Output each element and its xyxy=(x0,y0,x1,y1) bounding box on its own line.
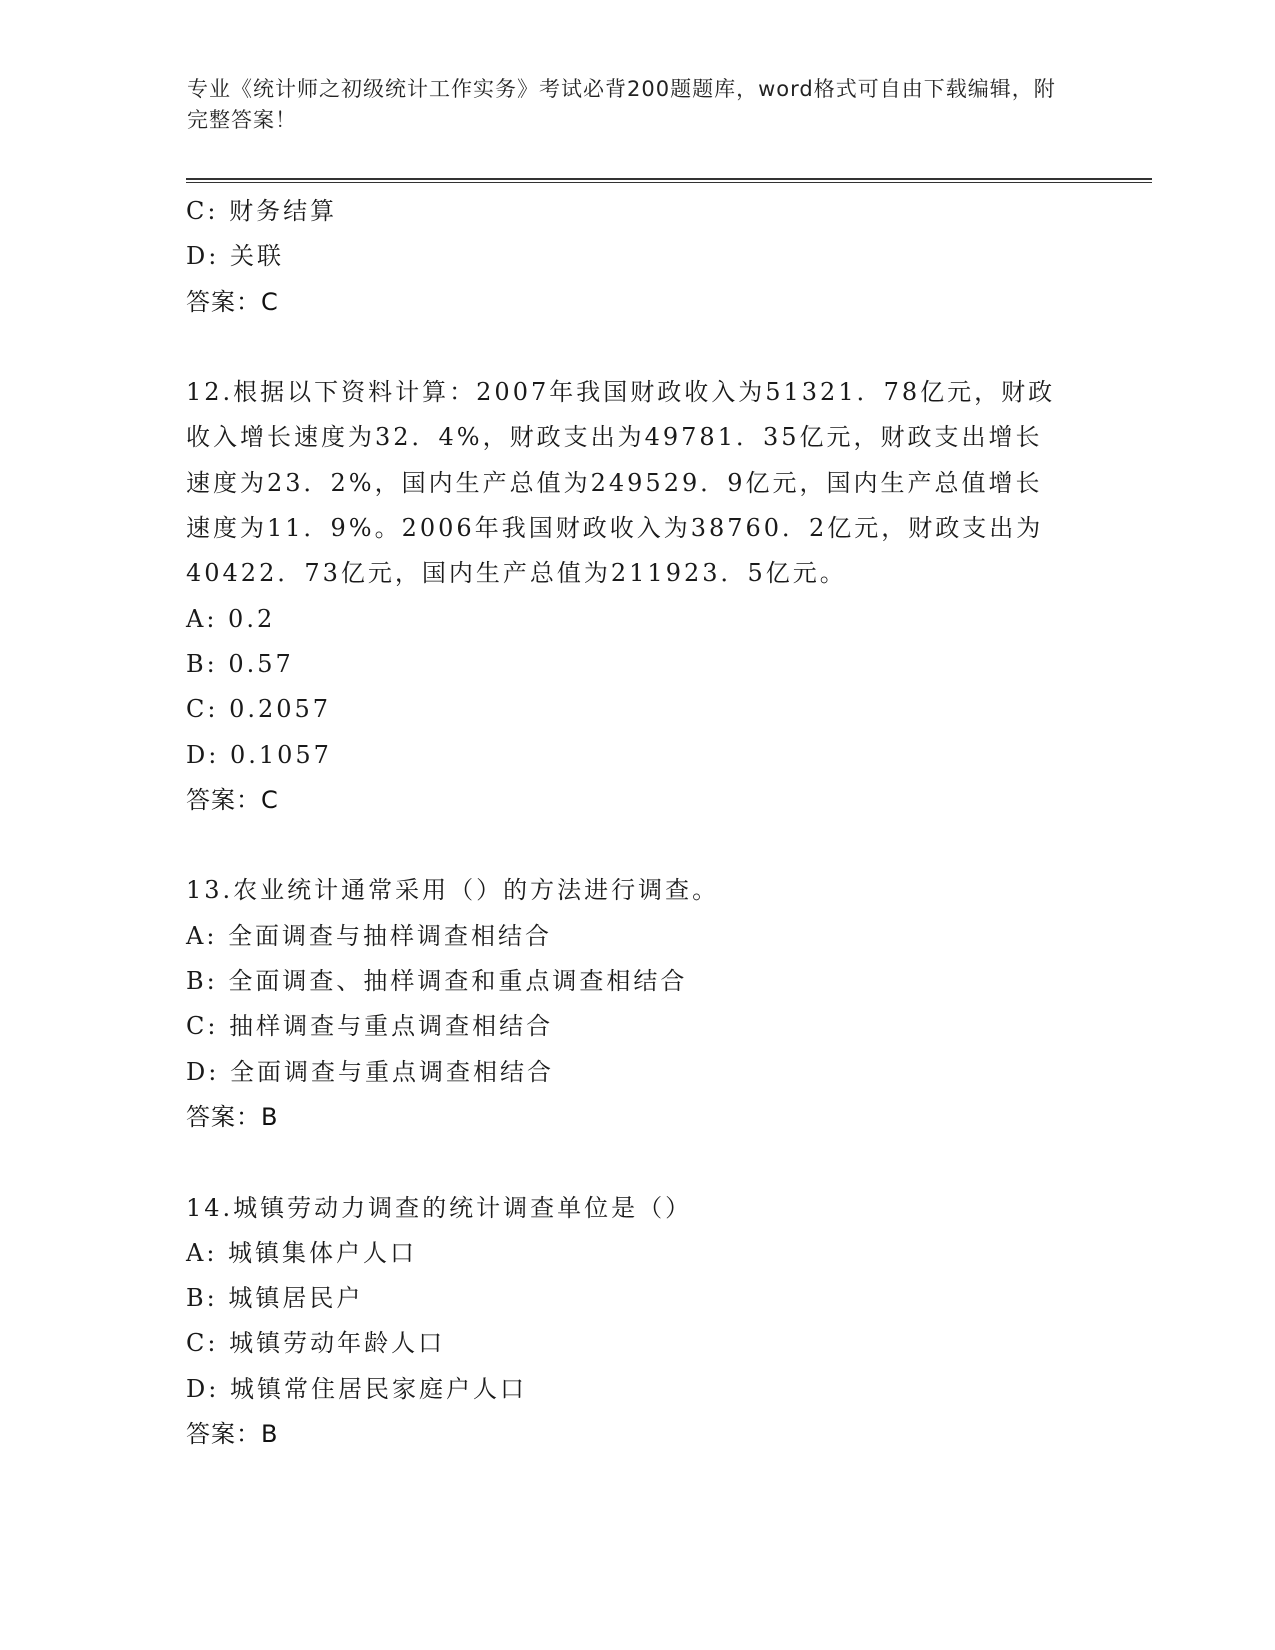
option-d: D: 0.1057 xyxy=(186,740,332,769)
question-14 xyxy=(186,1186,1086,1458)
option-a: A: 0.2 xyxy=(186,604,276,633)
option-a: A: 城镇集体户人口 xyxy=(186,1238,418,1267)
answer-line: 答案：C xyxy=(186,287,279,316)
option-d: D: 全面调查与重点调查相结合 xyxy=(186,1057,554,1086)
question-stem-line: 13.农业统计通常采用（）的方法进行调查。 xyxy=(186,876,720,905)
option-c: C: 0.2057 xyxy=(186,695,332,724)
question-stem-line: 速度为11．9%。2006年我国财政收入为38760．2亿元，财政支出为 xyxy=(186,514,1044,543)
question-stem-line: 收入增长速度为32．4%，财政支出为49781．35亿元，财政支出增长 xyxy=(186,423,1043,452)
option-b: B: 0.57 xyxy=(186,649,294,678)
answer-line: 答案：B xyxy=(186,1102,279,1131)
question-13 xyxy=(186,868,1086,1140)
option-a: A: 全面调查与抽样调查相结合 xyxy=(186,921,553,950)
option-d: D: 城镇常住居民家庭户人口 xyxy=(186,1374,527,1403)
header-rule-thin xyxy=(186,182,1152,183)
option-c: C: 财务结算 xyxy=(186,197,338,225)
prev-question-tail xyxy=(186,189,1086,325)
document-header: 专业《统计师之初级统计工作实务》考试必背200题题库，word格式可自由下载编辑，附完整答案！ xyxy=(187,77,1056,132)
question-stem-line: 14.城镇劳动力调查的统计调查单位是（） xyxy=(186,1193,693,1222)
option-b: B: 全面调查、抽样调查和重点调查相结合 xyxy=(186,967,688,996)
option-c: C: 抽样调查与重点调查相结合 xyxy=(186,1012,554,1041)
header-rule-thick xyxy=(186,178,1152,180)
answer-line: 答案：C xyxy=(186,785,279,814)
question-content xyxy=(186,189,1086,1457)
question-stem-line: 40422．73亿元，国内生产总值为211923．5亿元。 xyxy=(186,559,847,588)
question-12 xyxy=(186,370,1086,823)
question-stem-line: 速度为23．2%，国内生产总值为249529．9亿元，国内生产总值增长 xyxy=(186,468,1043,497)
option-b: B: 城镇居民户 xyxy=(186,1284,364,1313)
answer-line: 答案：B xyxy=(186,1420,279,1449)
option-d: D: 关联 xyxy=(186,242,284,271)
option-c: C: 城镇劳动年龄人口 xyxy=(186,1329,446,1358)
question-stem-line: 12.根据以下资料计算：2007年我国财政收入为51321．78亿元，财政 xyxy=(186,378,1056,407)
